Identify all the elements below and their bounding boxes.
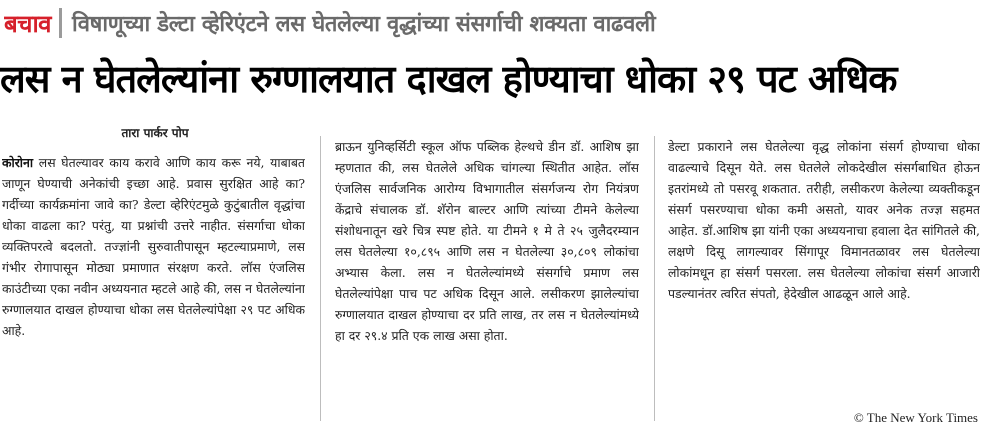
- headline: लस न घेतलेल्यांना रुग्णालयात दाखल होण्याचा धोका २९ पट अधिक: [0, 57, 897, 101]
- kicker-divider: [59, 8, 62, 38]
- lead-word: कोरोना: [2, 155, 34, 170]
- column-divider: [654, 136, 655, 421]
- article-column-1: [2, 152, 305, 428]
- column-divider: [320, 136, 321, 421]
- column-3-text: डेल्टा प्रकाराने लस घेतलेल्या वृद्ध लोकांना संसर्ग होण्याचा धोका वाढल्याचे दिसून येते. लस घेतलेले लोकदेखील संसर्गबाधित होऊन इतरांमध्ये तो पसरवू शकतात. तरीही, लसीकरण केलेल्या व्यक्तीकडून संसर्ग पसरण्याचा धोका कमी असतो, यावर अनेक तज्ज्ञ सहमत आहेत. डॉ.आशिष झा यांनी एका अध्ययनाचा हवाला देत सांगितले की, लक्षणे दिसू लागल्यावर सिंगापूर विमानतळावर लस घेतलेल्या लोकांमधून हा संसर्ग पसरला. लस घेतलेल्या लोकांचा संसर्ग आजारी पडल्यानंतर त्वरित संपतो, हेदेखील आढळून आले आहे.: [668, 139, 980, 301]
- column-2-text: ब्राऊन युनिव्हर्सिटी स्कूल ऑफ पब्लिक हेल्थचे डीन डॉ. आशिष झा म्हणतात की, लस घेतलेले अधिक चांगल्या स्थितीत आहेत. लॉस एंजलिस सार्वजनिक आरोग्य विभागातील संसर्गजन्य रोग नियंत्रण केंद्राचे संचालक डॉ. शॅरोन बाल्टर आणि त्यांच्या टीमने केलेल्या संशोधनातून खरे चित्र स्पष्ट होते. या टीमने १ मे ते २५ जुलैदरम्यान लस घेतलेल्या १०,८९५ आणि लस न घेतलेल्या ३०,८०९ लोकांचा अभ्यास केला. लस न घेतलेल्यांमध्ये संसर्गाचे प्रमाण लस घेतलेल्यांपेक्षा पाच पट अधिक दिसून आले. लसीकरण झालेल्यांचा रुग्णालयात दाखल होण्याचा दर प्रति लाख, तर लस न घेतलेल्यांमध्ये हा दर २९.४ प्रति एक लाख असा होता.: [335, 139, 639, 343]
- article-column-2: [335, 136, 639, 428]
- source-credit: © The New York Times: [853, 410, 978, 425]
- byline: तारा पार्कर पोप: [121, 126, 189, 140]
- column-1-paragraph: [2, 152, 305, 341]
- kicker-tag: बचाव: [4, 9, 52, 38]
- kicker-subheadline: विषाणूच्या डेल्टा व्हेरिएंटने लस घेतलेल्या वृद्धांच्या संसर्गाची शक्यता वाढवली: [72, 12, 656, 37]
- article-column-3: [668, 136, 980, 428]
- column-1-text: लस घेतल्यावर काय करावे आणि काय करू नये, याबाबत जाणून घेण्याची अनेकांची इच्छा आहे. प्रवास सुरक्षित आहे का? गर्दीच्या कार्यक्रमांना जावे का? डेल्टा व्हेरिएंटमुळे कुटुंबातील वृद्धांचा धोका वाढला का? परंतु, या प्रश्नांची उत्तरे नाहीत. संसर्गाचा धोका व्यक्तिपरत्वे बदलतो. तज्ज्ञांनी सुरुवातीपासून म्हटल्याप्रमाणे, लस गंभीर रोगापासून मोठ्या प्रमाणात संरक्षण करते. लॉस एंजलिस काउंटीच्या एका नवीन अध्ययनात म्हटले आहे की, लस न घेतलेल्यांना रुग्णालयात दाखल होण्याचा धोका लस घेतलेल्यांपेक्षा २९ पट अधिक आहे.: [2, 155, 305, 338]
- kicker-line: [4, 4, 982, 42]
